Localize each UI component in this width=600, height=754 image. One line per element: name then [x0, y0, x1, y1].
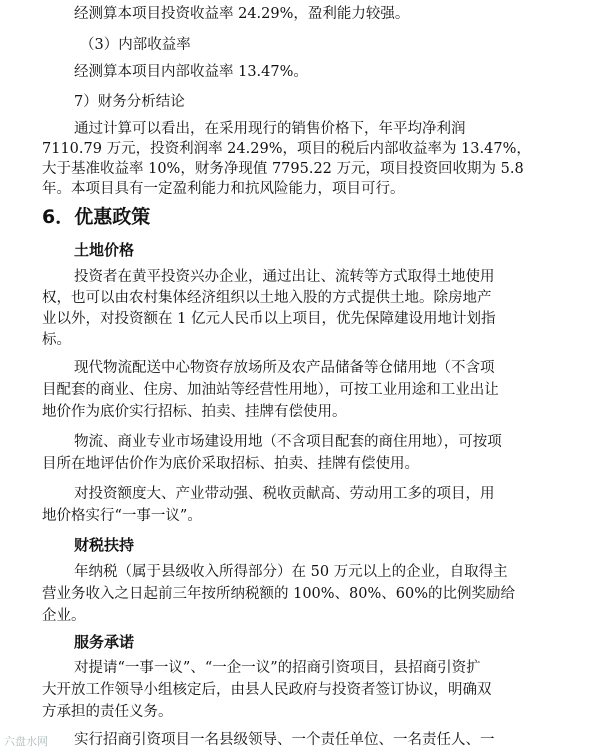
paragraph-line: 地价作为底价实行招标、拍卖、挂牌有偿使用。 [42, 404, 347, 420]
subsection-heading: 7）财务分析结论 [74, 94, 185, 110]
paragraph-line: 地价格实行“一事一议”。 [42, 508, 202, 524]
subheading-land-price: 土地价格 [74, 241, 135, 259]
paragraph-line: 权，也可以由农村集体经济组织以土地入股的方式提供土地。除房地产 [42, 290, 492, 306]
paragraph-line: 对提请“一事一议”、“一企一议”的招商引资项目，县招商引资扩 [74, 660, 481, 676]
paragraph-line: 7110.79 万元，投资利润率 24.29%，项目的税后内部收益率为 13.47%， [42, 141, 531, 157]
paragraph-line: 目配套的商业、住房、加油站等经营性用地），可按工业用途和工业出让 [42, 382, 499, 398]
subheading-tax-support: 财税扶持 [74, 536, 135, 554]
paragraph-line: 年纳税（属于县级收入所得部分）在 50 万元以上的企业，自取得主 [74, 564, 508, 580]
paragraph-line: 对投资额度大、产业带动强、税收贡献高、劳动用工多的项目，用 [74, 486, 495, 502]
watermark: 六盘水网 [4, 735, 48, 748]
paragraph-line: 现代物流配送中心物资存放场所及农产品储备等仓储用地（不含项 [74, 360, 495, 376]
paragraph-line: 投资者在黄平投资兴办企业，通过出让、流转等方式取得土地使用 [74, 269, 495, 285]
paragraph-line: 年。本项目具有一定盈利能力和抗风险能力，项目可行。 [42, 181, 405, 197]
paragraph-line: 业以外，对投资额在 1 亿元人民币以上项目，优先保障建设用地计划指 [42, 311, 496, 327]
paragraph-line: 物流、商业专业市场建设用地（不含项目配套的商住用地），可按项 [74, 434, 502, 450]
paragraph-line: 实行招商引资项目一名县级领导、一个责任单位、一名责任人、一 [74, 732, 495, 748]
subsection-heading: （3）内部收益率 [80, 37, 191, 53]
paragraph-line: 目所在地评估价作为底价采取招标、拍卖、挂牌有偿使用。 [42, 456, 419, 472]
paragraph-line: 经测算本项目投资收益率 24.29%，盈利能力较强。 [74, 6, 410, 22]
paragraph-line: 企业。 [42, 608, 86, 624]
paragraph-line: 通过计算可以看出，在采用现行的销售价格下，年平均净利润 [74, 121, 466, 137]
section-heading: 6．优惠政策 [42, 206, 151, 228]
paragraph-line: 营业务收入之日起前三年按所纳税额的 100%、80%、60%的比例奖励给 [42, 586, 516, 602]
paragraph-line: 大于基准收益率 10%，财务净现值 7795.22 万元，项目投资回收期为 5.8 [42, 161, 524, 177]
subheading-service-commitment: 服务承诺 [74, 633, 135, 651]
paragraph-line: 方承担的责任义务。 [42, 704, 173, 720]
paragraph-line: 经测算本项目内部收益率 13.47%。 [74, 64, 308, 80]
paragraph-line: 大开放工作领导小组核定后，由县人民政府与投资者签订协议，明确双 [42, 682, 492, 698]
paragraph-line: 标。 [42, 332, 71, 348]
